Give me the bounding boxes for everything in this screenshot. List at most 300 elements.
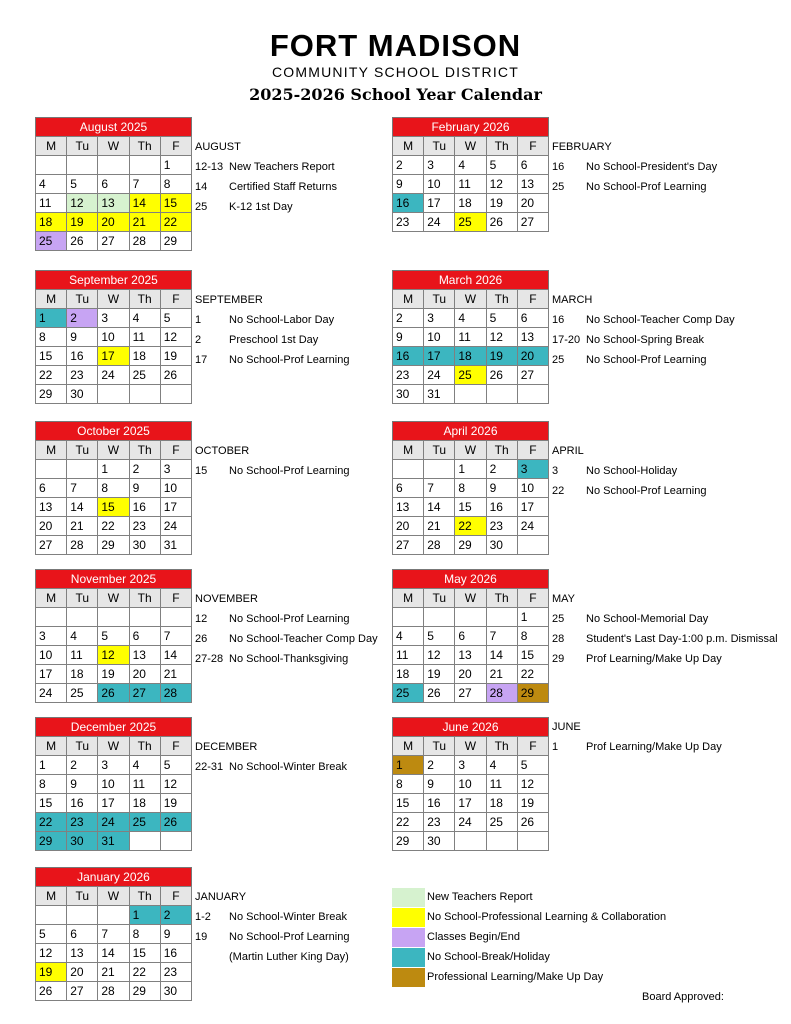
week-row [393, 498, 549, 517]
empty-day-cell [424, 460, 455, 479]
day-cell: 11 [455, 328, 486, 347]
weekday-name: M [393, 290, 424, 309]
day-cell: 22 [455, 517, 486, 536]
day-cell: 15 [36, 347, 67, 366]
month-notes-dec-2025 [195, 737, 347, 777]
month-calendar-aug-2025 [35, 117, 192, 251]
weekday-name: M [36, 737, 67, 756]
note-dates: 17-20 [552, 334, 581, 346]
day-cell: 18 [455, 194, 486, 213]
month-label: FEBRUARY [552, 141, 612, 153]
day-cell: 16 [393, 347, 424, 366]
day-cell: 2 [160, 906, 191, 925]
day-cell: 27 [517, 213, 548, 232]
day-cell: 13 [517, 328, 548, 347]
legend-label: No School-Professional Learning & Collaboration [427, 911, 667, 923]
month-table [392, 289, 549, 404]
empty-day-cell [424, 608, 455, 627]
week-row [36, 460, 192, 479]
day-cell: 2 [393, 156, 424, 175]
week-row [393, 536, 549, 555]
weekday-name: M [36, 887, 67, 906]
weekday-name: Tu [67, 737, 98, 756]
day-cell: 8 [160, 175, 191, 194]
note-row [195, 629, 378, 649]
note-dates: 25 [552, 613, 565, 625]
day-cell: 3 [424, 309, 455, 328]
day-cell: 11 [129, 328, 160, 347]
day-cell: 7 [98, 925, 129, 944]
week-row [36, 536, 192, 555]
day-cell: 8 [36, 775, 67, 794]
month-notes-jan-2026 [195, 887, 349, 967]
day-cell: 19 [517, 794, 548, 813]
day-cell: 6 [517, 309, 548, 328]
day-cell: 21 [424, 517, 455, 536]
day-cell: 8 [393, 775, 424, 794]
note-text: No School-Prof Learning [229, 613, 350, 625]
day-cell: 17 [517, 498, 548, 517]
month-label: AUGUST [195, 141, 241, 153]
day-cell: 21 [129, 213, 160, 232]
day-cell: 6 [98, 175, 129, 194]
day-cell: 22 [36, 813, 67, 832]
week-row [36, 925, 192, 944]
day-cell: 22 [98, 517, 129, 536]
day-cell: 24 [424, 213, 455, 232]
day-cell: 24 [517, 517, 548, 536]
week-row [393, 194, 549, 213]
day-cell: 9 [67, 328, 98, 347]
weekday-name: Th [486, 137, 517, 156]
day-cell: 7 [129, 175, 160, 194]
day-cell: 1 [393, 756, 424, 775]
day-cell: 26 [36, 982, 67, 1001]
weekday-name: Tu [67, 887, 98, 906]
weekday-name: W [455, 441, 486, 460]
note-text: No School-Thanksgiving [229, 653, 349, 665]
weekday-name: W [455, 137, 486, 156]
note-dates: 25 [552, 181, 565, 193]
week-row [36, 775, 192, 794]
empty-day-cell [129, 608, 160, 627]
weekday-name: F [517, 290, 548, 309]
day-cell: 19 [36, 963, 67, 982]
day-cell: 18 [455, 347, 486, 366]
day-cell: 20 [517, 194, 548, 213]
legend-swatch [392, 948, 425, 967]
day-cell: 3 [160, 460, 191, 479]
weekday-header-row [393, 290, 549, 309]
month-header: May 2026 [392, 569, 549, 588]
week-row [36, 517, 192, 536]
empty-day-cell [36, 608, 67, 627]
weekday-name: Tu [424, 589, 455, 608]
month-table [392, 736, 549, 851]
day-cell: 8 [455, 479, 486, 498]
weekday-header-row [36, 887, 192, 906]
note-row [552, 609, 778, 629]
day-cell: 28 [129, 232, 160, 251]
day-cell: 14 [98, 944, 129, 963]
note-text: No School-President's Day [586, 161, 718, 173]
day-cell: 14 [67, 498, 98, 517]
note-text: No School-Prof Learning [229, 354, 350, 366]
month-notes-sep-2025 [195, 290, 349, 370]
district-subtitle: COMMUNITY SCHOOL DISTRICT [271, 64, 519, 80]
day-cell: 7 [486, 627, 517, 646]
day-cell: 22 [517, 665, 548, 684]
empty-day-cell [393, 460, 424, 479]
week-row [36, 194, 192, 213]
note-dates: 12-13 [195, 161, 224, 173]
week-row [36, 232, 192, 251]
day-cell: 6 [517, 156, 548, 175]
day-cell: 15 [517, 646, 548, 665]
day-cell: 30 [160, 982, 191, 1001]
note-dates: 2 [195, 334, 202, 346]
day-cell: 23 [160, 963, 191, 982]
note-dates: 1-2 [195, 911, 211, 923]
note-row [195, 757, 347, 777]
day-cell: 23 [67, 366, 98, 385]
week-row [36, 498, 192, 517]
day-cell: 4 [455, 156, 486, 175]
weekday-name: F [517, 737, 548, 756]
note-dates: 16 [552, 161, 565, 173]
district-title: FORT MADISON [269, 28, 522, 63]
day-cell: 25 [36, 232, 67, 251]
note-row [552, 310, 735, 330]
note-dates: 22 [552, 485, 565, 497]
month-calendar-feb-2026 [392, 117, 549, 232]
note-dates: 25 [552, 354, 565, 366]
day-cell: 9 [129, 479, 160, 498]
week-row [393, 328, 549, 347]
day-cell: 21 [67, 517, 98, 536]
legend-item-classes [392, 927, 666, 947]
day-cell: 27 [517, 366, 548, 385]
day-cell: 5 [424, 627, 455, 646]
empty-day-cell [517, 832, 548, 851]
note-dates: 17 [195, 354, 208, 366]
month-calendar-apr-2026 [392, 421, 549, 555]
month-notes-feb-2026 [552, 137, 717, 197]
month-header: October 2025 [35, 421, 192, 440]
day-cell: 28 [160, 684, 191, 703]
day-cell: 31 [98, 832, 129, 851]
week-row [36, 479, 192, 498]
note-row [195, 157, 337, 177]
month-notes-jun-2026 [552, 717, 722, 757]
month-calendar-nov-2025 [35, 569, 192, 703]
note-row [195, 197, 337, 217]
note-text: No School-Winter Break [229, 761, 347, 773]
week-row [393, 366, 549, 385]
day-cell: 26 [98, 684, 129, 703]
note-dates: 3 [552, 465, 559, 477]
note-row [552, 649, 778, 669]
day-cell: 7 [160, 627, 191, 646]
day-cell: 7 [67, 479, 98, 498]
day-cell: 4 [486, 756, 517, 775]
week-row [393, 347, 549, 366]
day-cell: 15 [393, 794, 424, 813]
note-dates: 29 [552, 653, 565, 665]
day-cell: 11 [67, 646, 98, 665]
day-cell: 22 [129, 963, 160, 982]
day-cell: 19 [486, 194, 517, 213]
day-cell: 12 [486, 328, 517, 347]
day-cell: 20 [517, 347, 548, 366]
day-cell: 10 [98, 328, 129, 347]
day-cell: 18 [129, 347, 160, 366]
note-row [195, 330, 349, 350]
day-cell: 25 [129, 813, 160, 832]
weekday-name: Tu [67, 441, 98, 460]
day-cell: 6 [393, 479, 424, 498]
day-cell: 23 [424, 813, 455, 832]
weekday-header-row [36, 290, 192, 309]
day-cell: 6 [36, 479, 67, 498]
week-row [36, 982, 192, 1001]
empty-day-cell [517, 385, 548, 404]
week-row [393, 813, 549, 832]
day-cell: 15 [455, 498, 486, 517]
note-dates: 1 [195, 314, 202, 326]
weekday-name: F [160, 441, 191, 460]
week-row [36, 385, 192, 404]
day-cell: 18 [67, 665, 98, 684]
month-header: December 2025 [35, 717, 192, 736]
note-row [552, 629, 778, 649]
legend-item-break [392, 947, 666, 967]
empty-day-cell [129, 832, 160, 851]
weekday-name: W [98, 737, 129, 756]
weekday-header-row [393, 737, 549, 756]
day-cell: 20 [393, 517, 424, 536]
empty-day-cell [160, 832, 191, 851]
day-cell: 8 [98, 479, 129, 498]
note-text: Prof Learning/Make Up Day [586, 741, 722, 753]
day-cell: 2 [486, 460, 517, 479]
week-row [393, 479, 549, 498]
day-cell: 28 [424, 536, 455, 555]
day-cell: 4 [129, 756, 160, 775]
note-dates: 22-31 [195, 761, 224, 773]
day-cell: 29 [129, 982, 160, 1001]
day-cell: 14 [424, 498, 455, 517]
note-row [195, 927, 349, 947]
day-cell: 19 [160, 347, 191, 366]
note-text: Prof Learning/Make Up Day [586, 653, 722, 665]
day-cell: 30 [67, 832, 98, 851]
day-cell: 22 [160, 213, 191, 232]
empty-day-cell [455, 385, 486, 404]
month-calendar-oct-2025 [35, 421, 192, 555]
legend-item-makeup [392, 967, 666, 987]
weekday-name: F [517, 137, 548, 156]
note-dates: 12 [195, 613, 208, 625]
day-cell: 13 [455, 646, 486, 665]
month-table [35, 886, 192, 1001]
day-cell: 15 [129, 944, 160, 963]
note-dates: 1 [552, 741, 559, 753]
legend-swatch [392, 908, 425, 927]
day-cell: 5 [486, 156, 517, 175]
note-dates: 26 [195, 633, 208, 645]
legend-item-profl [392, 907, 666, 927]
month-table [35, 136, 192, 251]
weekday-name: W [98, 137, 129, 156]
day-cell: 16 [67, 347, 98, 366]
day-cell: 27 [98, 232, 129, 251]
note-text: Student's Last Day-1:00 p.m. Dismissal [586, 633, 778, 645]
day-cell: 1 [36, 309, 67, 328]
note-text: No School-Prof Learning [586, 354, 707, 366]
weekday-name: Th [129, 441, 160, 460]
month-header: November 2025 [35, 569, 192, 588]
day-cell: 13 [129, 646, 160, 665]
day-cell: 9 [67, 775, 98, 794]
day-cell: 2 [393, 309, 424, 328]
week-row [36, 665, 192, 684]
day-cell: 9 [424, 775, 455, 794]
day-cell: 13 [67, 944, 98, 963]
day-cell: 12 [98, 646, 129, 665]
note-row [552, 157, 717, 177]
week-row [393, 775, 549, 794]
weekday-name: W [455, 290, 486, 309]
note-text: No School-Prof Learning [586, 181, 707, 193]
empty-day-cell [129, 156, 160, 175]
month-calendar-mar-2026 [392, 270, 549, 404]
week-row [36, 309, 192, 328]
day-cell: 27 [129, 684, 160, 703]
day-cell: 1 [129, 906, 160, 925]
day-cell: 3 [424, 156, 455, 175]
note-text: No School-Prof Learning [229, 931, 350, 943]
legend [392, 887, 666, 987]
note-text: No School-Prof Learning [586, 485, 707, 497]
weekday-name: Tu [67, 589, 98, 608]
day-cell: 26 [517, 813, 548, 832]
week-row [393, 646, 549, 665]
day-cell: 18 [393, 665, 424, 684]
weekday-name: Th [129, 737, 160, 756]
day-cell: 20 [67, 963, 98, 982]
day-cell: 5 [67, 175, 98, 194]
weekday-name: W [98, 589, 129, 608]
empty-day-cell [98, 906, 129, 925]
day-cell: 1 [36, 756, 67, 775]
day-cell: 9 [486, 479, 517, 498]
weekday-name: Th [129, 137, 160, 156]
day-cell: 12 [36, 944, 67, 963]
month-notes-nov-2025 [195, 589, 378, 669]
note-dates: 15 [195, 465, 208, 477]
empty-day-cell [486, 385, 517, 404]
day-cell: 17 [160, 498, 191, 517]
legend-swatch [392, 928, 425, 947]
note-row [195, 649, 378, 669]
day-cell: 24 [424, 366, 455, 385]
day-cell: 16 [129, 498, 160, 517]
week-row [36, 175, 192, 194]
day-cell: 12 [160, 775, 191, 794]
day-cell: 12 [486, 175, 517, 194]
day-cell: 1 [455, 460, 486, 479]
weekday-name: M [393, 737, 424, 756]
month-table [35, 588, 192, 703]
legend-label: No School-Break/Holiday [427, 951, 550, 963]
day-cell: 25 [486, 813, 517, 832]
day-cell: 29 [36, 385, 67, 404]
week-row [36, 794, 192, 813]
empty-day-cell [393, 608, 424, 627]
empty-day-cell [486, 832, 517, 851]
day-cell: 22 [393, 813, 424, 832]
day-cell: 4 [36, 175, 67, 194]
note-dates: 27-28 [195, 653, 224, 665]
note-text: No School-Labor Day [229, 314, 335, 326]
day-cell: 25 [455, 366, 486, 385]
day-cell: 26 [424, 684, 455, 703]
day-cell: 17 [36, 665, 67, 684]
note-text: Preschool 1st Day [229, 334, 319, 346]
weekday-name: F [517, 441, 548, 460]
day-cell: 8 [36, 328, 67, 347]
day-cell: 20 [36, 517, 67, 536]
empty-day-cell [98, 156, 129, 175]
day-cell: 7 [424, 479, 455, 498]
empty-day-cell [36, 906, 67, 925]
month-label: JANUARY [195, 891, 247, 903]
note-text: No School-Teacher Comp Day [586, 314, 735, 326]
day-cell: 12 [67, 194, 98, 213]
week-row [36, 756, 192, 775]
day-cell: 1 [517, 608, 548, 627]
day-cell: 24 [160, 517, 191, 536]
day-cell: 1 [160, 156, 191, 175]
day-cell: 24 [98, 813, 129, 832]
month-table [392, 136, 549, 232]
weekday-name: W [98, 887, 129, 906]
day-cell: 17 [98, 347, 129, 366]
day-cell: 29 [98, 536, 129, 555]
day-cell: 11 [455, 175, 486, 194]
week-row [36, 944, 192, 963]
day-cell: 5 [486, 309, 517, 328]
month-calendar-may-2026 [392, 569, 549, 703]
month-header: January 2026 [35, 867, 192, 886]
note-row [552, 481, 706, 501]
weekday-name: Tu [67, 290, 98, 309]
day-cell: 15 [36, 794, 67, 813]
day-cell: 18 [486, 794, 517, 813]
day-cell: 16 [486, 498, 517, 517]
day-cell: 6 [455, 627, 486, 646]
day-cell: 10 [517, 479, 548, 498]
legend-item-newteach [392, 887, 666, 907]
empty-day-cell [67, 460, 98, 479]
day-cell: 11 [36, 194, 67, 213]
day-cell: 26 [486, 213, 517, 232]
day-cell: 2 [67, 309, 98, 328]
week-row [393, 156, 549, 175]
note-row [552, 177, 717, 197]
day-cell: 5 [160, 756, 191, 775]
